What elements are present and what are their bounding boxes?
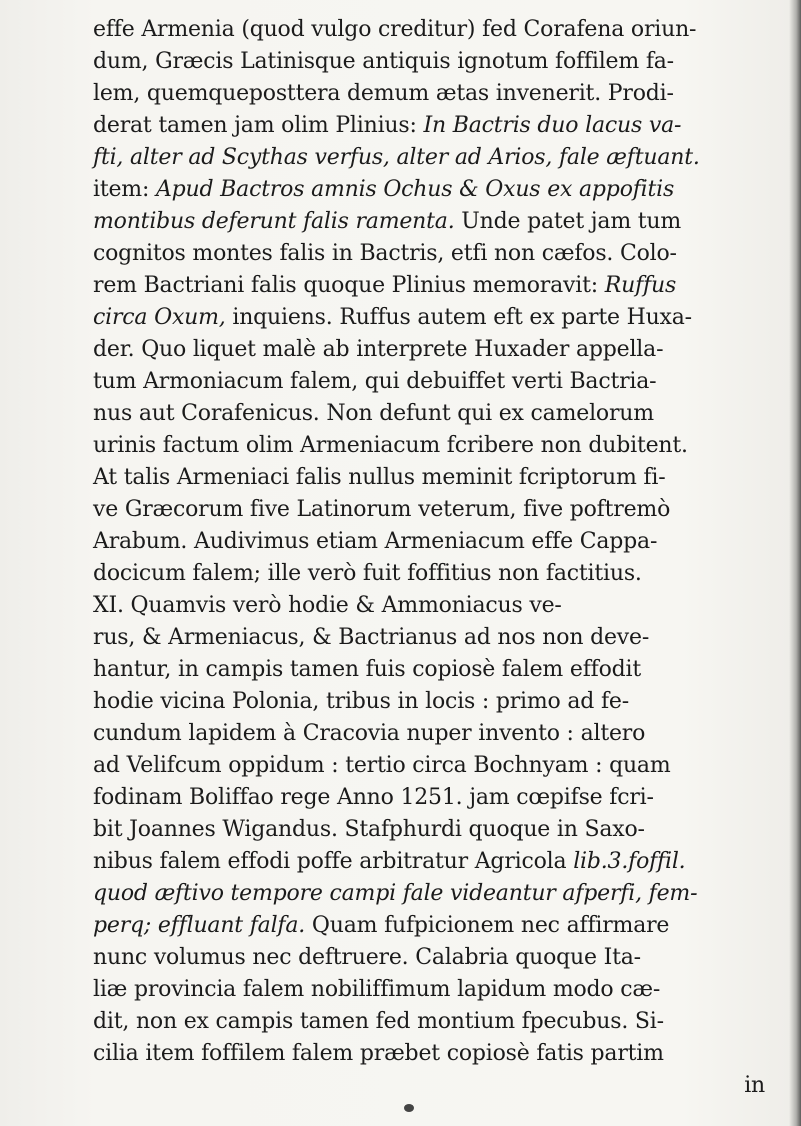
text-segment: Quam fufpicionem nec affirmare (305, 913, 670, 938)
text-segment: derat tamen jam olim Plinius: (93, 113, 424, 138)
text-segment: lem, quemqueposttera demum ætas invenerit. Prodi- (93, 81, 674, 106)
text-segment: tum Armoniacum falem, qui debuiffet verti Bactria- (93, 369, 657, 394)
text-segment: fodinam Boliffao rege Anno 1251. jam cœpifse fcri- (93, 785, 654, 810)
text-segment: nibus falem effodi poffe arbitratur Agricola (93, 849, 574, 874)
text-line (93, 238, 783, 270)
italic-segment: montibus deferunt falis ramenta. (93, 209, 455, 234)
text-line (93, 142, 783, 174)
text-line (93, 558, 783, 590)
text-line (93, 334, 783, 366)
text-line (93, 686, 783, 718)
text-segment: docicum falem; ille verò fuit foffitius non factitius. (93, 561, 642, 586)
text-segment: nunc volumus nec deftruere. Calabria quoque Ita- (93, 945, 641, 970)
text-segment: XI. Quamvis verò hodie & Ammoniacus ve- (93, 593, 562, 618)
text-line (93, 590, 783, 622)
text-segment: effe Armenia (quod vulgo creditur) fed Corafena oriun- (93, 17, 697, 42)
text-segment: rus, & Armeniacus, & Bactrianus ad nos non deve- (93, 625, 650, 650)
text-segment: ve Græcorum five Latinorum veterum, five poftremò (93, 497, 671, 522)
text-line (93, 78, 783, 110)
text-segment: Arabum. Audivimus etiam Armeniacum effe Cappa- (93, 529, 658, 554)
text-line (93, 494, 783, 526)
text-segment: rem Bactriani falis quoque Plinius memoravit: (93, 273, 605, 298)
text-line (93, 302, 783, 334)
text-line (93, 750, 783, 782)
text-line (93, 174, 783, 206)
text-line (93, 654, 783, 686)
ink-blot (404, 1104, 414, 1112)
text-line (93, 622, 783, 654)
text-line (93, 110, 783, 142)
text-line (93, 46, 783, 78)
text-segment: cundum lapidem à Cracovia nuper invento : altero (93, 721, 646, 746)
italic-segment: Ruffus (604, 273, 677, 298)
text-line (93, 814, 783, 846)
text-line (93, 398, 783, 430)
text-line (93, 718, 783, 750)
text-line (93, 942, 783, 974)
text-segment: ad Velifcum oppidum : tertio circa Bochnyam : quam (93, 753, 671, 778)
italic-segment: lib.3.foffil. (573, 849, 686, 874)
text-segment: item: (93, 177, 156, 202)
text-segment: der. Quo liquet malè ab interprete Huxader appella- (93, 337, 664, 362)
text-line (93, 366, 783, 398)
text-segment: At talis Armeniaci falis nullus meminit fcriptorum fi- (93, 465, 666, 490)
text-segment: inquiens. Ruffus autem eft ex parte Huxa- (225, 305, 692, 330)
text-line (93, 782, 783, 814)
italic-segment: Apud Bactros amnis Ochus & Oxus ex appofitis (155, 177, 675, 202)
text-segment: dit, non ex campis tamen fed montium fpecubus. Si- (93, 1009, 664, 1034)
text-line (93, 1038, 783, 1070)
text-line (93, 462, 783, 494)
italic-segment: circa Oxum, (93, 305, 226, 330)
text-segment: hodie vicina Polonia, tribus in locis : primo ad fe- (93, 689, 629, 714)
text-line (93, 974, 783, 1006)
text-line (93, 526, 783, 558)
text-segment: in (744, 1073, 765, 1098)
text-line (93, 1070, 783, 1102)
text-segment: Unde patet jam tum (454, 209, 682, 234)
text-line (93, 1006, 783, 1038)
text-segment: dum, Græcis Latinisque antiquis ignotum foffilem fa- (93, 49, 674, 74)
text-segment: bit Joannes Wigandus. Stafphurdi quoque in Saxo- (93, 817, 645, 842)
text-segment: liæ provincia falem nobiliffimum lapidum modo cæ- (93, 977, 661, 1002)
italic-segment: fti, alter ad Scythas verfus, alter ad Arios, fale æftuant. (93, 145, 700, 170)
text-line (93, 430, 783, 462)
text-line (93, 270, 783, 302)
text-segment: cilia item foffilem falem præbet copiosè fatis partim (93, 1041, 664, 1066)
text-line (93, 910, 783, 942)
text-line (93, 14, 783, 46)
text-line (93, 878, 783, 910)
text-line (93, 846, 783, 878)
italic-segment: quod æftivo tempore campi fale videantur afperfi, fem- (93, 881, 698, 906)
text-line (93, 206, 783, 238)
text-segment: nus aut Corafenicus. Non defunt qui ex camelorum (93, 401, 654, 426)
text-segment: urinis factum olim Armeniacum fcribere non dubitent. (93, 433, 688, 458)
italic-segment: perq; effluant falfa. (93, 913, 306, 938)
latin-text-block (93, 14, 783, 1102)
page-edge-shadow (789, 0, 801, 1126)
text-segment: hantur, in campis tamen fuis copiosè falem effodit (93, 657, 641, 682)
text-segment: cognitos montes falis in Bactris, etfi non cæfos. Colo- (93, 241, 677, 266)
italic-segment: In Bactris duo lacus va- (423, 113, 682, 138)
